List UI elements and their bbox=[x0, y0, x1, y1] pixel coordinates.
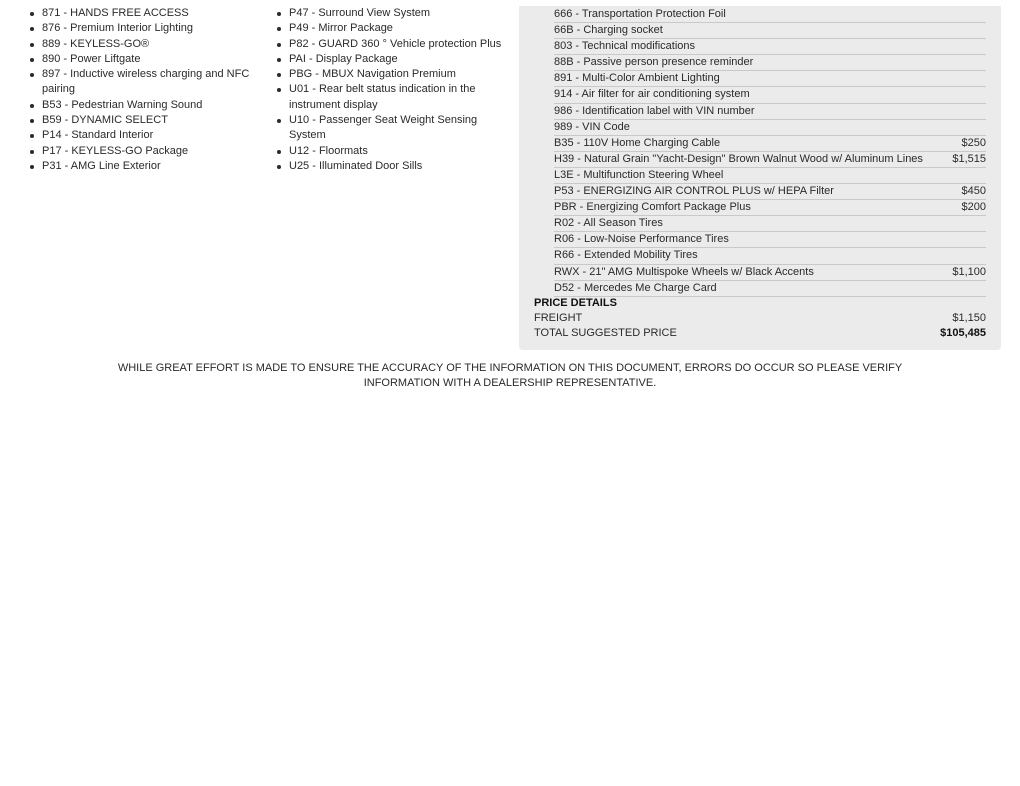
option-row bbox=[554, 232, 986, 248]
price-details bbox=[534, 296, 986, 341]
option-row bbox=[554, 7, 986, 23]
feature-item: U01 - Rear belt status indication in the instrument display bbox=[275, 82, 511, 113]
option-label: L3E - Multifunction Steering Wheel bbox=[554, 168, 724, 181]
option-price bbox=[978, 248, 986, 263]
feature-item: 897 - Inductive wireless charging and NFC pairing bbox=[28, 67, 260, 98]
option-label: 986 - Identification label with VIN number bbox=[554, 104, 755, 117]
standard-features-list-right bbox=[275, 6, 511, 174]
option-label: R02 - All Season Tires bbox=[554, 217, 663, 230]
feature-item: PBG - MBUX Navigation Premium bbox=[275, 67, 511, 82]
option-row bbox=[554, 281, 986, 297]
option-price bbox=[978, 104, 986, 119]
option-label: P53 - ENERGIZING AIR CONTROL PLUS w/ HEPA Filter bbox=[554, 185, 834, 198]
option-price: $250 bbox=[961, 136, 986, 149]
option-label: 666 - Transportation Protection Foil bbox=[554, 8, 726, 20]
option-price bbox=[978, 71, 986, 86]
feature-item: 890 - Power Liftgate bbox=[28, 52, 260, 67]
option-label: H39 - Natural Grain "Yacht-Design" Brown Walnut Wood w/ Aluminum Lines bbox=[554, 152, 923, 165]
freight-row bbox=[534, 311, 986, 326]
feature-item: U10 - Passenger Seat Weight Sensing System bbox=[275, 113, 511, 144]
standard-features-list-left bbox=[28, 6, 260, 174]
feature-item: B53 - Pedestrian Warning Sound bbox=[28, 98, 260, 113]
option-row bbox=[554, 71, 986, 87]
option-row bbox=[554, 136, 986, 152]
feature-item: 876 - Premium Interior Lighting bbox=[28, 21, 260, 36]
option-label: RWX - 21" AMG Multispoke Wheels w/ Black Accents bbox=[554, 265, 814, 278]
option-label: D52 - Mercedes Me Charge Card bbox=[554, 281, 717, 294]
option-row bbox=[554, 87, 986, 103]
feature-item: B59 - DYNAMIC SELECT bbox=[28, 113, 260, 128]
option-label: R66 - Extended Mobility Tires bbox=[554, 249, 698, 262]
option-price bbox=[978, 39, 986, 54]
option-price bbox=[978, 281, 986, 296]
option-row bbox=[554, 265, 986, 281]
feature-item: P47 - Surround View System bbox=[275, 6, 511, 21]
option-row bbox=[554, 39, 986, 55]
option-label: B35 - 110V Home Charging Cable bbox=[554, 136, 721, 149]
disclaimer bbox=[0, 361, 1020, 391]
feature-item: 871 - HANDS FREE ACCESS bbox=[28, 6, 260, 21]
total-label: TOTAL SUGGESTED PRICE bbox=[534, 327, 677, 339]
option-row bbox=[554, 152, 986, 168]
options-panel bbox=[519, 6, 1001, 350]
option-price: $450 bbox=[961, 185, 986, 198]
option-label: 66B - Charging socket bbox=[554, 24, 663, 37]
feature-item: PAI - Display Package bbox=[275, 52, 511, 67]
option-price bbox=[978, 232, 986, 247]
option-row bbox=[554, 216, 986, 232]
option-price: $1,515 bbox=[952, 152, 986, 165]
option-price bbox=[978, 87, 986, 102]
feature-item: 889 - KEYLESS-GO® bbox=[28, 37, 260, 52]
option-price bbox=[978, 7, 986, 22]
option-price bbox=[978, 168, 986, 183]
option-row bbox=[554, 104, 986, 120]
option-row bbox=[554, 184, 986, 200]
price-details-heading: PRICE DETAILS bbox=[534, 297, 617, 309]
disclaimer-line-1: WHILE GREAT EFFORT IS MADE TO ENSURE THE ACCURACY OF THE INFORMATION ON THIS DOCUMENT, ERRORS DO OCCUR SO PLEASE VERIFY bbox=[117, 362, 903, 374]
option-row bbox=[554, 200, 986, 216]
feature-item: U12 - Floormats bbox=[275, 144, 511, 159]
total-value: $105,485 bbox=[940, 327, 986, 339]
option-price bbox=[978, 55, 986, 70]
option-label: 914 - Air filter for air conditioning system bbox=[554, 88, 750, 101]
option-row bbox=[554, 120, 986, 136]
feature-item: U25 - Illuminated Door Sills bbox=[275, 159, 511, 174]
options-table bbox=[554, 7, 986, 297]
option-price bbox=[978, 23, 986, 38]
freight-value: $1,150 bbox=[952, 312, 986, 324]
option-label: R06 - Low-Noise Performance Tires bbox=[554, 233, 729, 246]
option-price bbox=[978, 120, 986, 135]
option-price: $1,100 bbox=[952, 265, 986, 278]
option-row bbox=[554, 23, 986, 39]
disclaimer-line-2: INFORMATION WITH A DEALERSHIP REPRESENTATIVE. bbox=[363, 377, 657, 389]
option-label: 989 - VIN Code bbox=[554, 120, 630, 133]
option-row bbox=[554, 55, 986, 71]
option-label: PBR - Energizing Comfort Package Plus bbox=[554, 201, 751, 214]
feature-item: P31 - AMG Line Exterior bbox=[28, 159, 260, 174]
option-label: 88B - Passive person presence reminder bbox=[554, 56, 754, 69]
feature-item: P49 - Mirror Package bbox=[275, 21, 511, 36]
option-price bbox=[978, 216, 986, 231]
freight-label: FREIGHT bbox=[534, 312, 583, 324]
option-price: $200 bbox=[961, 201, 986, 214]
option-row bbox=[554, 248, 986, 264]
total-row bbox=[534, 326, 986, 341]
option-label: 891 - Multi-Color Ambient Lighting bbox=[554, 72, 720, 85]
option-label: 803 - Technical modifications bbox=[554, 40, 696, 53]
feature-item: P17 - KEYLESS-GO Package bbox=[28, 144, 260, 159]
option-row bbox=[554, 168, 986, 184]
feature-item: P82 - GUARD 360 ° Vehicle protection Plus bbox=[275, 37, 511, 52]
feature-item: P14 - Standard Interior bbox=[28, 128, 260, 143]
